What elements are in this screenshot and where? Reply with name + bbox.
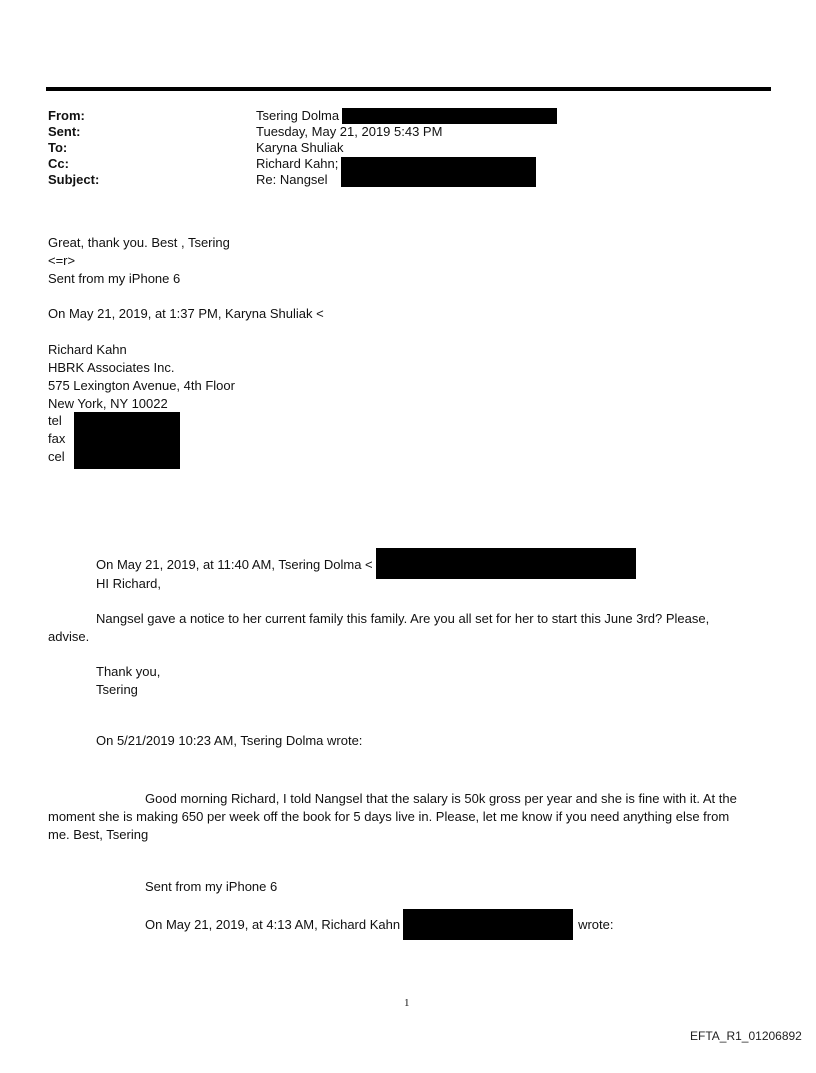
body-line: Sent from my iPhone 6 (48, 271, 181, 286)
to-value: Karyna Shuliak (256, 140, 344, 155)
redaction (341, 157, 536, 187)
quote-header-line (96, 557, 636, 588)
quote-header-end: wrote: (578, 917, 614, 932)
body-line: moment she is making 650 per week off the book for 5 days live in. Please, let me know if you need anything else from (48, 809, 730, 824)
document-id: EFTA_R1_01206892 (690, 1029, 802, 1043)
from-label: From: (48, 108, 85, 123)
header-rule (46, 87, 771, 91)
signature-line: fax (48, 431, 66, 446)
page-number: 1 (404, 997, 410, 1009)
body-line: Sent from my iPhone 6 (145, 879, 278, 894)
subject-label: Subject: (48, 172, 100, 187)
from-value: Tsering Dolma (256, 108, 340, 123)
body-line: Tsering (96, 682, 138, 697)
body-line: <=r> (48, 253, 76, 268)
quote-header: On 5/21/2019 10:23 AM, Tsering Dolma wrote: (96, 733, 363, 748)
cc-label: Cc: (48, 156, 69, 171)
signature-line: New York, NY 10022 (48, 396, 168, 411)
quote-header-line (145, 917, 614, 948)
redaction (376, 548, 636, 579)
body-line: Nangsel gave a notice to her current family this family. Are you all set for her to start this June 3rd? Please, (96, 611, 710, 626)
body-line: Great, thank you. Best , Tsering (48, 235, 230, 250)
signature-line: tel (48, 413, 62, 428)
body-line: Thank you, (96, 664, 161, 679)
subject-value: Re: Nangsel (256, 172, 328, 187)
from-line (256, 108, 557, 124)
signature-line: cel (48, 449, 65, 464)
redaction (403, 909, 573, 940)
body-line: Good morning Richard, I told Nangsel that the salary is 50k gross per year and she is fine with it. At the (145, 791, 737, 806)
sent-value: Tuesday, May 21, 2019 5:43 PM (256, 124, 443, 139)
body-line: me. Best, Tsering (48, 827, 149, 842)
signature-line: 575 Lexington Avenue, 4th Floor (48, 378, 235, 393)
signature-line: Richard Kahn (48, 342, 127, 357)
to-label: To: (48, 140, 68, 155)
redaction (342, 108, 557, 124)
cc-value: Richard Kahn; (256, 156, 339, 171)
quote-header: On May 21, 2019, at 1:37 PM, Karyna Shuliak < (48, 306, 324, 321)
quote-header: On May 21, 2019, at 4:13 AM, Richard Kahn (145, 917, 401, 932)
body-line: advise. (48, 629, 90, 644)
body-line: HI Richard, (96, 576, 162, 591)
signature-line: HBRK Associates Inc. (48, 360, 175, 375)
redaction (74, 412, 180, 469)
sent-label: Sent: (48, 124, 81, 139)
quote-header: On May 21, 2019, at 11:40 AM, Tsering Dolma < (96, 557, 373, 572)
